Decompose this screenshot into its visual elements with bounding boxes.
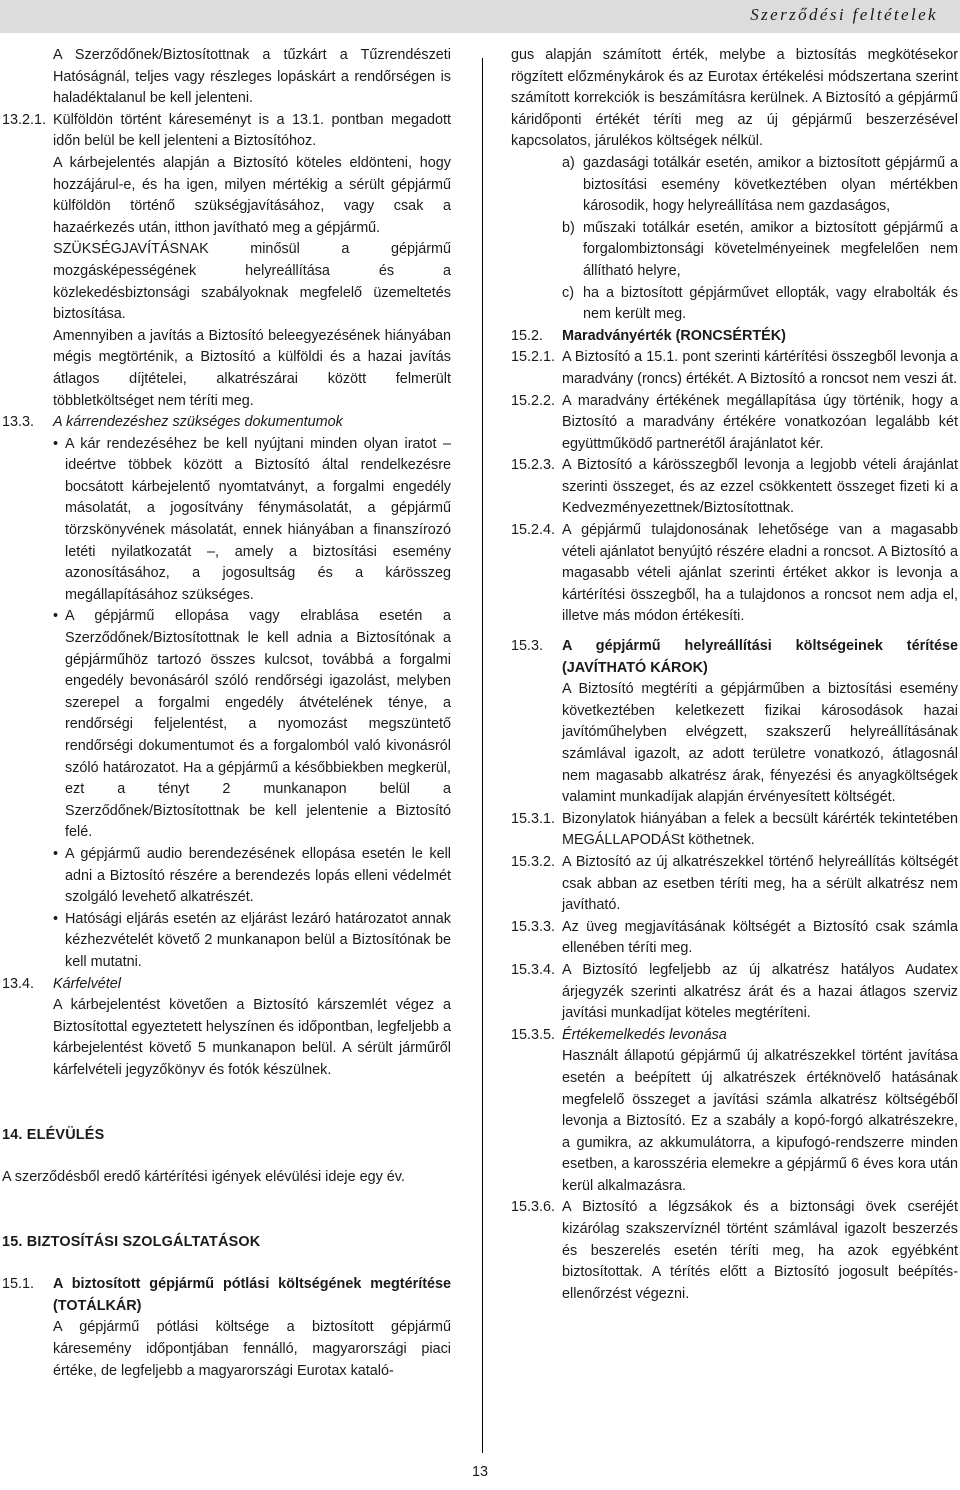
header-bar xyxy=(0,0,960,33)
section-title: A kárrendezéshez szükséges dokumentumok xyxy=(53,414,343,431)
spacer xyxy=(2,1082,451,1125)
section-15-2-3 xyxy=(511,455,958,520)
bullet-item xyxy=(2,909,451,974)
bullet-item xyxy=(2,434,451,607)
paragraph-fire-report: A Szerződőnek/Biztosítottnak a tűzkárt a Tűzrendészeti Hatóságnál, teljes vagy részleges lopáskárt a rendőrségen is haladéktalanul be kell jelenteni. xyxy=(53,47,451,107)
section-number: 13.2.1. xyxy=(2,111,47,128)
section-title: Értékemelkedés levonása xyxy=(562,1026,727,1043)
paragraph-replacement-cost: A gépjármű pótlási költsége a biztosított gépjármű káresemény időpontjában fennálló, magyarországi piaci értéke, de legfeljebb a magyarországi Eurotax kataló- xyxy=(53,1319,451,1379)
list-text: műszaki totálkár esetén, amikor a biztosított gépjármű a forgalombiztonsági követelményeinek megfelelően nem állítható helyre, xyxy=(583,219,958,279)
left-column xyxy=(2,45,451,1382)
section-15-3-5 xyxy=(511,1025,958,1047)
section-number: 15.3.1. xyxy=(511,810,556,827)
section-number: 15.2.1. xyxy=(511,349,556,366)
paragraph-limitation: A szerződésből eredő kártérítési igények elévülési ideje egy év. xyxy=(2,1169,405,1186)
list-item xyxy=(511,218,958,283)
bullet-item xyxy=(2,844,451,909)
section-text: A gépjármű tulajdonosának lehetősége van a magasabb vételi ajánlatot benyújtó részére eladni a roncsot. A Biztosító a magasabb vételi ajánlat szerinti értéket akkor is levonja a kártérítési összegből, ha a tulajdonos a roncsot nem adja el, illetve más módon értékesíti. xyxy=(562,522,958,625)
section-13-3 xyxy=(2,412,451,434)
section-15-3-4 xyxy=(511,960,958,1025)
section-number: 15.2.4. xyxy=(511,522,556,539)
list-text: gazdasági totálkár esetén, amikor a biztosított gépjármű a biztosítási esemény következtében olyan mértékben károsodik, hogy helyreállítása nem gazdaságos, xyxy=(583,154,958,215)
bullet-text: A gépjármű audio berendezésének ellopása esetén le kell adni a Biztosító részére a berendezés lopás elleni védelmét szolgáló levehető alkatrészét. xyxy=(65,845,451,906)
spacer xyxy=(2,1146,451,1167)
bullet-icon: • xyxy=(53,910,59,927)
section-text: Bizonylatok hiányában a felek a becsült kárérték tekintetében MEGÁLLAPODÁSt köthetnek. xyxy=(562,810,958,849)
list-item xyxy=(511,283,958,326)
section-13-4 xyxy=(2,974,451,996)
section-title: A biztosított gépjármű pótlási költségének megtérítése (TOTÁLKÁR) xyxy=(53,1276,451,1314)
section-15-3-3 xyxy=(511,917,958,960)
section-15-2-4 xyxy=(511,520,958,628)
section-text: Az üveg megjavításának költségét a Biztosító csak számla ellenében téríti meg. xyxy=(562,918,958,957)
section-number: 15.3.4. xyxy=(511,961,556,978)
bullet-icon: • xyxy=(53,435,59,452)
section-text: A maradvány értékének megállapítása úgy történik, hogy a Biztosító a maradvány értékére vonatkozóan legalább két együttműködő partnerétől árajánlatot kér. xyxy=(562,392,958,452)
section-13-2-1 xyxy=(2,110,451,153)
section-number: 15.2.2. xyxy=(511,392,556,409)
section-text: A Biztosító a kárösszegből levonja a legjobb vételi árajánlat szerinti összeget, és az ezzel csökkentett összeget fizeti ki a Kedvezményezettnek/Biztosítottnak. xyxy=(562,457,958,517)
section-15-3-2 xyxy=(511,852,958,917)
section-text: A Biztosító a légzsákok és a biztonsági övek cseréjét kizárólag szakszervíznél történt számlával igazolt beszerzés és beszerelés esetén téríti meg, ha azok egyébként biztosítottak. A térítés előtt a Biztosító jogosult beépítés-ellenőrzést végezni. xyxy=(562,1199,958,1302)
list-label: c) xyxy=(562,284,574,301)
spacer xyxy=(2,1189,451,1232)
bullet-icon: • xyxy=(53,845,59,862)
section-number: 15.3.3. xyxy=(511,918,556,935)
section-number: 15.3.6. xyxy=(511,1199,556,1216)
section-number: 15.2. xyxy=(511,327,544,344)
paragraph-depreciation: Használt állapotú gépjármű új alkatrészekkel történt javítása esetén a beépített új alkatrészek értéknövelő hatásának megfelelő összeget a javítási számla alkatrész költségéből levonja a Biztosító. Ez a szabály a kopó-forgó alkatrészekre, a gumikra, az akkumulátorra, a kipufogó-rendszerre minden esetben, a karosszéria elemekre a gépjármű 6 éves kora után kerül alkalmazásra. xyxy=(562,1048,958,1194)
header-title: Szerződési feltételek xyxy=(750,5,938,24)
bullet-text: Hatósági eljárás esetén az eljárást lezáró határozatot annak kézhezvételét követő 2 munkanapon belül a Biztosítónak be kell mutatni. xyxy=(65,910,451,970)
section-15-1 xyxy=(2,1274,451,1317)
section-15-2-2 xyxy=(511,391,958,456)
section-title: Maradványérték (RONCSÉRTÉK) xyxy=(562,327,786,344)
paragraph-inspection: A kárbejelentést követően a Biztosító kárszemlét végez a Biztosítottal egyeztetett helyszínen és időpontban, legfeljebb a kárbejelentést követő 5 munkanapon belül. A sérült járműről kárfelvételi jegyzőkönyv és fotók készülnek. xyxy=(53,997,451,1078)
section-number: 15.3. xyxy=(511,638,544,655)
section-number: 13.4. xyxy=(2,975,35,992)
spacer xyxy=(2,1253,451,1274)
section-15-2 xyxy=(511,326,958,348)
section-15-3-6 xyxy=(511,1197,958,1305)
list-label: a) xyxy=(562,154,575,171)
column-divider xyxy=(482,58,483,1453)
bullet-text: A gépjármű ellopása vagy elrablása esetén a Szerződőnek/Biztosítottnak le kell adnia a Biztosítónak a gépjárműhöz tartozó összes kulcsot, továbbá a forgalmi engedély bevonásáról szóló rendőrségi igazolást, melyben szerepel a forgalmi engedély átvételének ténye, a rendőrségi feljelentést, a nyomozást megszüntető rendőrségi dokumentumot és a forgalomból való kivonásról szóló határozatot. Ha a gépjármű a későbbiekben megkerül, ezt a tényt 2 munkanapon belül a Szerződőnek/Biztosítottnak be kell jelentenie a Biztosító felé. xyxy=(65,608,451,841)
right-column xyxy=(511,45,958,1305)
bullet-icon: • xyxy=(53,608,59,625)
section-text: A Biztosító a 15.1. pont szerinti kártérítési összegből levonja a maradvány (roncs) értékét. A Biztosító a roncsot nem veszi át. xyxy=(562,349,958,387)
section-text: Külföldön történt káreseményt is a 13.1. pontban megadott időn belül be kell jelenteni a Biztosítóhoz. xyxy=(53,111,451,150)
section-15-3 xyxy=(511,636,958,679)
heading-section-15: 15. BIZTOSÍTÁSI SZOLGÁLTATÁSOK xyxy=(2,1233,261,1250)
section-text: A Biztosító az új alkatrészekkel történő helyreállítás költségét csak abban az esetben téríti meg, ha a sérült alkatrész nem javítható. xyxy=(562,853,958,914)
section-title: A gépjármű helyreállítási költségeinek térítése (JAVÍTHATÓ KÁROK) xyxy=(562,638,958,676)
section-text: A Biztosító legfeljebb az új alkatrész hatályos Audatex árjegyzék szerinti alkatrész árát és a hazai átlagos szerviz javítási munkadíjat köteles megtéríteni. xyxy=(562,961,958,1022)
section-15-3-1 xyxy=(511,809,958,852)
section-number: 15.3.5. xyxy=(511,1026,556,1043)
paragraph-repair-costs: Amennyiben a javítás a Biztosító beleegyezésének hiányában mégis megtörténik, a Biztosító a külföldi és a hazai javítás átlagos díjtételei, alkatrészárai között felmerült többletköltséget nem téríti meg. xyxy=(53,327,451,409)
section-title: Kárfelvétel xyxy=(53,975,121,992)
section-number: 13.3. xyxy=(2,414,35,431)
paragraph-decision: A kárbejelentés alapján a Biztosító köteles eldönteni, hogy hozzájárul-e, és ha igen, milyen mértékig a sérült gépjármű külföldön történő szükségjavításához, vagy csak a hazaérkezés után, itthon javítható meg a gépjármű. xyxy=(53,154,451,236)
paragraph-emergency-repair: SZÜKSÉGJAVÍTÁSNAK minősül a gépjármű mozgásképességének helyreállítása és a közlekedésbiztonsági szabályoknak megfelelő üzemeltetés biztosítása. xyxy=(53,241,451,323)
bullet-item xyxy=(2,606,451,844)
section-15-2-1 xyxy=(511,347,958,390)
list-text: ha a biztosított gépjárművet ellopták, vagy elrabolták és nem került meg. xyxy=(583,284,958,323)
bullet-text: A kár rendezéséhez be kell nyújtani minden olyan iratot – ideértve többek között a Biztosító által rendelkezésre bocsátott kárbejelentő nyomtatványt, a forgalmi engedély másolatát, a jogosítvány fénymásolatát, a gépjármű törzskönyvének másolatát, ennek hiányában a finanszírozó letéti nyilatkozatát –, amely a biztosítási esemény azonosításához, a jogosultság és a kárösszeg megállapításához szükséges. xyxy=(65,435,451,603)
page-number: 13 xyxy=(471,1464,488,1480)
section-number: 15.3.2. xyxy=(511,853,556,870)
paragraph-repair-reimbursement: A Biztosító megtéríti a gépjárműben a biztosítási esemény következtében keletkezett fizikai károsodások hazai javítóműhelyben elvégzett, szakszerű helyreállításának számlával igazolt, az adott területre vonatkozó, átlagosnál nem magasabb alkatrész árak, fényezési és anyagköltségek valamint munkadíjak alapján érvényesített költségét. xyxy=(562,681,958,806)
heading-section-14: 14. ELÉVÜLÉS xyxy=(2,1126,105,1143)
section-number: 15.1. xyxy=(2,1276,35,1293)
list-item xyxy=(511,153,958,218)
section-number: 15.2.3. xyxy=(511,457,556,474)
paragraph-value-basis: gus alapján számított érték, melybe a biztosítás megkötésekor rögzített előzménykárok és az Eurotax értékelési módszertana szerint számított korrekciók is beszámításra kerülnek. A Biztosító a gépjármű káridőponti értékét téríti meg az új gépjármű beszerzésével kapcsolatos, járulékos költségek nélkül. xyxy=(511,47,958,150)
list-label: b) xyxy=(562,219,575,236)
